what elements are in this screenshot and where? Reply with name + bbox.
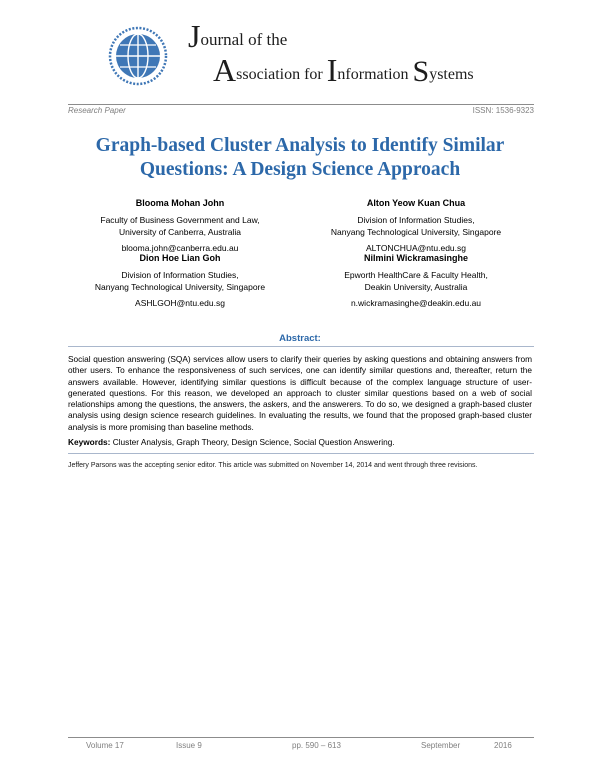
header-rule	[68, 104, 534, 105]
paper-type: Research Paper	[68, 106, 126, 115]
author-name: Alton Yeow Kuan Chua	[366, 198, 466, 208]
journal-initial-a: A	[213, 52, 237, 88]
author-block	[60, 197, 300, 254]
paper-title-line2: Questions: A Design Science Approach	[139, 159, 461, 180]
author-email[interactable]: ASHLGOH@ntu.edu.sg	[135, 298, 225, 308]
keywords-label: Keywords:	[68, 437, 111, 447]
author-affiliation: Epworth HealthCare & Faculty Health,	[344, 270, 488, 280]
author-affiliation: Division of Information Studies,	[357, 215, 475, 225]
journal-initial-i: I	[326, 52, 338, 88]
author-block	[296, 197, 536, 254]
author-block	[296, 252, 536, 309]
journal-initial-s: S	[412, 55, 430, 88]
journal-word-information: nformation	[337, 66, 413, 83]
author-name: Blooma Mohan John	[135, 198, 225, 208]
footer-pages: pp. 590 – 613	[292, 741, 341, 750]
keywords-text: Cluster Analysis, Graph Theory, Design Science, Social Question Answering.	[110, 437, 395, 447]
journal-name-rest: ournal of the	[200, 30, 288, 49]
abstract-text: Social question answering (SQA) services allow users to clarify their queries by asking questions and obtaining answers from other users. To enhance the responsiveness of such services, one can identify similar questions and, thereafter, return the answers available. However, identifying similar questions is difficult because of the complex language structure of user-generated questions. For this reason, we developed an approach to cluster similar questions based on a web of social relationships among the questions, the answers, the askers, and the answerers. To do so, we designed a graph-based cluster analysis using design science research guidelines. In evaluating the results, we found that the proposed graph-based cluster analysis is more promising than baseline methods.	[68, 354, 532, 432]
footer-volume: Volume 17	[86, 741, 124, 750]
author-email[interactable]: ALTONCHUA@ntu.edu.sg	[366, 243, 466, 253]
author-affiliation: Faculty of Business Government and Law,	[100, 215, 260, 225]
footer-month: September	[421, 741, 461, 750]
paper-title	[60, 134, 540, 182]
author-name: Nilmini Wickramasinghe	[364, 253, 468, 263]
author-email[interactable]: n.wickramasinghe@deakin.edu.au	[350, 298, 482, 308]
journal-name-line1	[188, 20, 287, 52]
author-name: Dion Hoe Lian Goh	[139, 253, 221, 263]
author-affiliation: Nanyang Technological University, Singapore	[330, 227, 502, 237]
author-email[interactable]: blooma.john@canberra.edu.au	[121, 243, 239, 253]
author-block	[60, 252, 300, 309]
journal-word-association: ssociation for	[236, 66, 327, 83]
issn: ISSN: 1536-9323	[472, 106, 534, 115]
abstract-heading: Abstract:	[279, 333, 321, 344]
paper-title-line1: Graph-based Cluster Analysis to Identify Similar	[95, 135, 505, 156]
journal-initial-j: J	[188, 18, 201, 54]
footer-year: 2016	[494, 741, 512, 750]
author-affiliation: University of Canberra, Australia	[119, 227, 241, 237]
abstract-rule	[68, 346, 534, 347]
author-affiliation: Division of Information Studies,	[121, 270, 239, 280]
journal-logo-icon	[108, 26, 168, 86]
keywords-rule	[68, 453, 534, 454]
journal-name-line2	[213, 54, 474, 87]
author-affiliation: Deakin University, Australia	[364, 282, 468, 292]
journal-word-systems: ystems	[429, 66, 474, 83]
footer-rule	[68, 737, 534, 738]
author-affiliation: Nanyang Technological University, Singapore	[94, 282, 266, 292]
footer-issue: Issue 9	[176, 741, 202, 750]
keywords	[68, 437, 532, 447]
editor-note: Jeffery Parsons was the accepting senior editor. This article was submitted on November 14, 2014 and went through three revisions.	[68, 462, 478, 469]
